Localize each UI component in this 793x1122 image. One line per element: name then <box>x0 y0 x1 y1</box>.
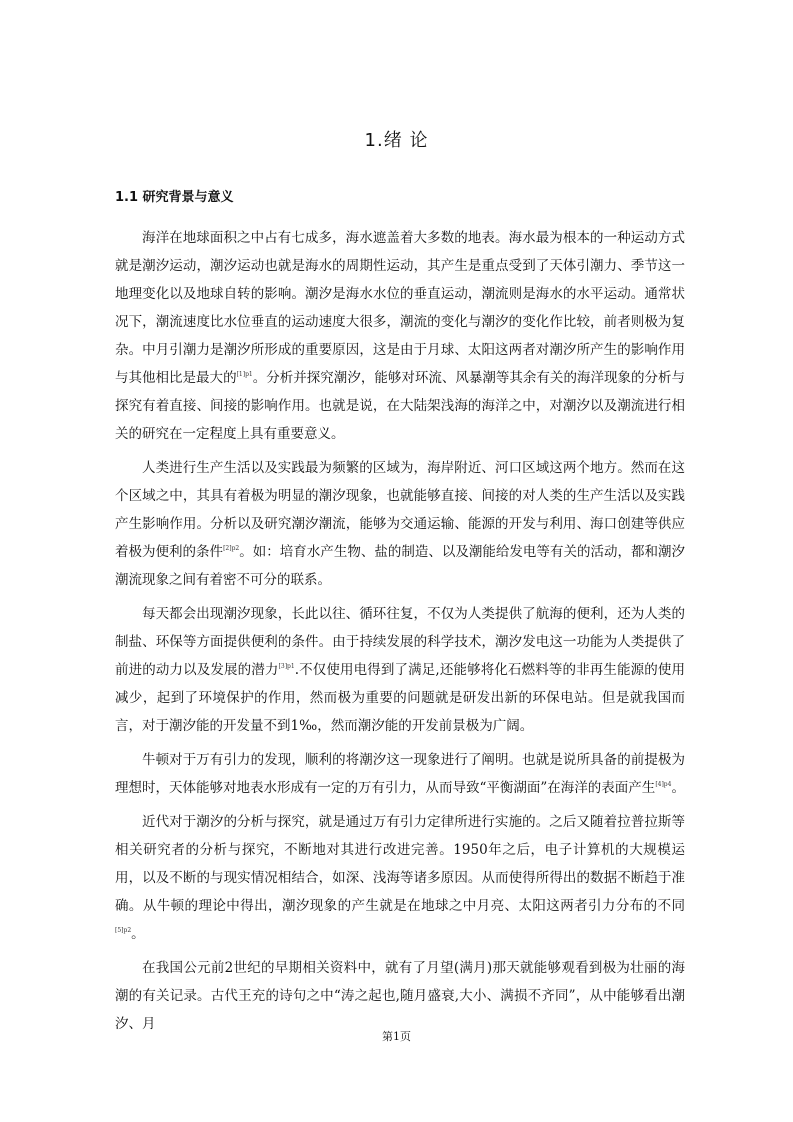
paragraph <box>115 224 685 448</box>
page-title: 1.绪 论 <box>364 130 429 151</box>
paragraph-text: .不仅使用电得到了满足,还能够将化石燃料等的非再生能源的使用减少，起到了环境保护的作用，然而极为重要的问题就是研发出新的环保电站。但是就我国而言，对于潮汐能的开发量不到1‰，然而潮汐能的开发前景极为广阔。 <box>115 662 686 734</box>
citation-superscript: [4]p4 <box>655 781 672 788</box>
paragraph <box>115 746 685 802</box>
paragraph <box>115 954 685 1038</box>
citation-superscript: [3]p1 <box>278 663 295 670</box>
citation-superscript: [1]p1 <box>236 371 253 378</box>
paragraph-text: 在我国公元前2世纪的早期相关资料中，就有了月望(满月)那天就能够观看到极为壮丽的海潮的有关记录。古代王充的诗句之中“涛之起也,随月盛衰,大小、满损不齐同”，从中能够看出潮汐、月 <box>115 960 685 1032</box>
paragraph-text: 牛顿对于万有引力的发现，顺利的将潮汐这一现象进行了阐明。也就是说所具备的前提极为理想时，天体能够对地表水形成有一定的万有引力，从而导致“平衡湖面”在海洋的表面产生 <box>115 752 685 796</box>
section-heading: 1.1 研究背景与意义 <box>115 190 234 205</box>
citation-superscript: [2]p2 <box>223 545 240 552</box>
body-text <box>115 224 685 1044</box>
paragraph-text: 人类进行生产生活以及实践最为频繁的区域为，海岸附近、河口区域这两个地方。然而在这个区域之中，其具有着极为明显的潮汐现象，也就能够直接、间接的对人类的生产生活以及实践产生影响作用。分析以及研究潮汐潮流，能够为交通运输、能源的开发与利用、海口创建等供应着极为便利的条件 <box>115 460 685 560</box>
paragraph-text: 海洋在地球面积之中占有七成多，海水遮盖着大多数的地表。海水最为根本的一种运动方式就是潮汐运动，潮汐运动也就是海水的周期性运动，其产生是重点受到了天体引潮力、季节这一地理变化以及地球自转的影响。潮汐是海水水位的垂直运动，潮流则是海水的水平运动。通常状况下，潮流速度比水位垂直的运动速度大很多，潮流的变化与潮汐的变化作比较，前者则极为复杂。中月引潮力是潮汐所形成的重要原因，这是由于月球、太阳这两者对潮汐所产生的影响作用与其他相比是最大的 <box>115 230 685 386</box>
paragraph-text: 。如：培育水产生物、盐的制造、以及潮能给发电等有关的活动，都和潮汐潮流现象之间有着密不可分的联系。 <box>115 544 686 588</box>
paragraph-text: 近代对于潮汐的分析与探究，就是通过万有引力定律所进行实施的。之后又随着拉普拉斯等相关研究者的分析与探究，不断地对其进行改进完善。1950年之后，电子计算机的大规模运用，以及不断的与现实情况相结合，如深、浅海等诸多原因。从而使得所得出的数据不断趋于准确。从牛顿的理论中得出，潮汐现象的产生就是在地球之中月亮、太阳这两者引力分布的不同 <box>115 814 685 914</box>
paragraph-text: 每天都会出现潮汐现象，长此以往、循环往复，不仅为人类提供了航海的便利，还为人类的制盐、环保等方面提供便利的条件。由于持续发展的科学技术，潮汐发电这一功能为人类提供了前进的动力以及发展的潜力 <box>115 606 685 678</box>
paragraph-text: 。 <box>671 780 685 796</box>
citation-superscript: [5]p2 <box>115 927 132 934</box>
paragraph <box>115 600 685 740</box>
paragraph-text: 。分析并探究潮汐，能够对环流、风暴潮等其余有关的海洋现象的分析与探究有着直接、间接的影响作用。也就是说，在大陆架浅海的海洋之中，对潮汐以及潮流进行相关的研究在一定程度上具有重要意义。 <box>115 370 686 442</box>
paragraph <box>115 808 685 948</box>
paragraph <box>115 454 685 594</box>
page-number: 第1页 <box>382 1030 411 1043</box>
paragraph-text: 。 <box>131 926 145 942</box>
